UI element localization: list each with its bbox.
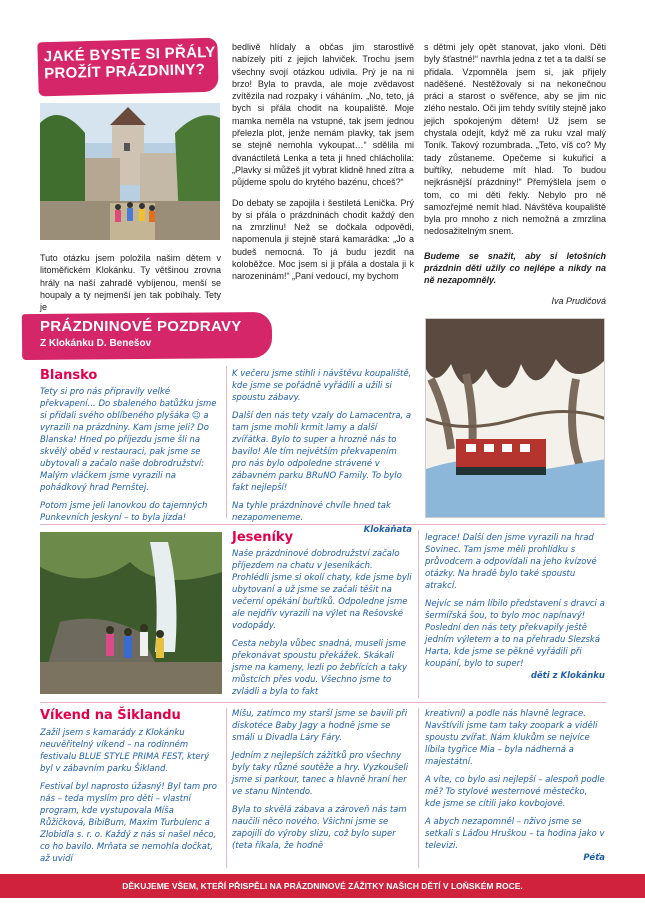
siklandu-p2: Festival byl naprosto úžasný! Byl tam pro nás – teda myslím pro děti – vlastní program, kde vystupovala Míša Růžičková, BibiBum, Maxim Turbulenc a Zlobidla s. r. o. Každý z nás si našel něco, co ho bavilo. Mrňata se nemohla dočkat, až uvidí [40, 782, 217, 864]
divider-vertical-2 [418, 530, 419, 698]
blansko-signature: Klokáňata [363, 525, 412, 535]
blansko-column1 [40, 386, 222, 530]
siklandu-p5: Byla to skvělá zábava a zároveň nás tam naučili něco nového. Všichni jsme se zapojili do výroby slizu, což bylo super (teta říkala, že hodně [232, 805, 407, 851]
siklandu-title: Víkend na Šiklandu [40, 708, 181, 723]
siklandu-p4: Jedním z nejlepších zážitků pro všechny byly taky různé soutěže a hry. Vyzkoušeli jsme si parkour, tanec a hlavně hraní her ve stanu Nintendo. [232, 751, 409, 797]
jeseniky-p1: Naše prázdninové dobrodružství začalo příjezdem na chatu v Jeseníkách. Prohlédli jsme si okolí chaty, kde jsme byli ubytovaní a už jsme se začali těšit na večerní opékání buřtíků. Odpoledne jsme ale nejdřív vyrazili na výlet na Rešovské vodopády. [232, 549, 412, 631]
jeseniky-p3: legrace! Další den jsme vyrazili na hrad Sovinec. Tam jsme měli prohlídku s průvodcem a odpovídali na jeho kvízové otázky. Na hradě bylo také spoustu atrakcí. [425, 533, 597, 591]
blansko-p5: Na tyhle prázdninové chvíle hned tak nezapomeneme. [232, 501, 391, 523]
divider-vertical-4 [418, 708, 419, 868]
jeseniky-column2 [425, 532, 605, 682]
siklandu-column3 [425, 708, 605, 864]
section1-title-line1: JAKÉ BYSTE SI PŘÁLY [43, 43, 216, 66]
divider-horizontal-2 [40, 702, 606, 703]
blansko-p3: K večeru jsme stihli i návštěvu koupaliště, kde jsme se pořádně vyřádili a užili si spoustu zábavy. [232, 369, 412, 403]
divider-vertical [226, 366, 227, 518]
blansko-p1: Tety si pro nás připravily velké překvapení... Do sbaleného batůžku jsme si přidali svého oblíbeného plyšáka ☺ a vyrazili na prázdniny. Kam jsme jeli? Do Blanska! Hned po příjezdu jsme šli na skvělý oběd v restauraci, pak jsme se ubytovali a začalo naše dobrodružství: Malým vláčkem jsme vyrazili na pohádkový hrad Pernštej. [40, 387, 217, 493]
section1-column3 [424, 41, 606, 315]
section1-column2 [232, 41, 414, 291]
siklandu-p6: kreativní) a podle nás hlavně legrace. Navštívili jsme tam taky zoopark a viděli spoustu zvířat. Nám klukům se nejvíce líbila tygřice Mia – byla nádherná a majestátní. [425, 709, 598, 767]
jeseniky-p4: Nejvíc se nám líbilo představení s dravci a šermířská šou, to bylo moc napínavý! Poslední den nás tety překvapily ještě jedním výletem a to na přehradu Slezská Harta, kde jsme se pěkně vyřádili při koupání, bylo to super! [425, 599, 605, 669]
jeseniky-signature: děti z Klokánku [530, 671, 605, 681]
section2-title: PRÁZDNINOVÉ POZDRAVY [40, 318, 242, 335]
footer-text: DĚKUJEME VŠEM, KTEŘÍ PŘISPĚLI NA PRÁZDNINOVÉ ZÁŽITKY NAŠICH DĚTÍ V LOŇSKÉM ROCE. [122, 881, 523, 891]
siklandu-column2 [232, 708, 412, 858]
blansko-title: Blansko [40, 368, 98, 383]
siklandu-p3: Míšu, zatímco my starší jsme se bavili při diskotéce Baby Jagy a hodně jsme se smáli u Divadla Láry Fáry. [232, 709, 408, 743]
section2-subtitle: Z Klokánku D. Benešov [40, 338, 152, 349]
siklandu-p1: Zažil jsem s kamarády z Klokánku neuvěřitelný víkend – na rodinném festivalu BLUE STYLE PRIMA FEST, který byl v zábavním parku Šikland. [40, 728, 210, 774]
children-drawing [425, 318, 605, 518]
section1-title [44, 44, 223, 83]
section1-intro [40, 252, 221, 321]
section1-title-line2: PROŽÍT PRÁZDNINY? [44, 61, 206, 83]
section1-closing: Budeme se snažit, aby si letošních prázdnin děti užily co nejlépe a nikdy na ně nezapomněly. [424, 250, 606, 286]
waterfall-photo [40, 532, 222, 694]
blansko-p4: Další den nás tety vzaly do Lamacentra, a tam jsme mohli krmit lamy a další zvířátka. Bylo to super a hrozně nás to bavilo! Ale tím největším překvapením pro nás bylo odpoledne strávené v zábavném parku BRuNO Family. To bylo fakt nejlepší! [232, 411, 412, 493]
siklandu-p7: A víte, co bylo asi nejlepší – alespoň podle mě? To stylové westernové městečko, kde jsme se cítili jako kovbojové. [425, 775, 605, 809]
divider-horizontal-1 [40, 524, 606, 525]
castle-photo [40, 103, 220, 240]
divider-vertical-3 [226, 708, 227, 868]
jeseniky-p2: Cesta nebyla vůbec snadná, museli jsme překonávat spoustu překážek. Skákali jsme na kameny, lezli po žebřících a taky můstcích přes vodu. Všechno jsme to zvládli a byla to fakt [232, 639, 408, 697]
siklandu-column1 [40, 727, 222, 871]
blansko-p2: Potom jsme jeli lanovkou do tajemných Punkevních jeskyní – to byla jízda! [40, 501, 208, 523]
section1-author: Iva Prudičová [551, 295, 606, 306]
jeseniky-column1 [232, 548, 412, 704]
siklandu-signature: Péťa [583, 853, 605, 863]
section1-intro-text: Tuto otázku jsem položila našim dětem v litoměřickém Klokánku. Ty většinou zrovna hrály na naší zahradě vybíjenou, menší se houpaly a ty nejmenší jen tak pobíhaly. Tety je [40, 253, 221, 313]
jeseniky-title: Jeseníky [232, 530, 294, 545]
section2-title-block [40, 318, 242, 349]
section1-column3-text: s dětmi jely opět stanovat, jako vloni. Děti byly šťastné!“ navrhla jedna z tet a ta další se přidala. Vzpomněla jsem si, jak přijely naděšené. Nestěžovaly si na nekonečnou práci a starost o svěřence, aby se jim nic zlého nestalo. Oči jim tehdy svítily stejně jako jejich spokojeným dětem! Už jsem se chystala odejít, když mě za ruku vzal malý Toník. Takový rozumbrada. „Teto, víš co? My tady zůstaneme. Opečeme si kukuřici a buřtíky, nebudeme mít hlad. To budou nejkrásnější prázdniny!“ Přemýšlela jsem o tom, co mi děti řekly. Nebylo pro ně samozřejmé nemít hlad. Návštěva koupaliště byla pro mnoho z nich nemožná a zmrzlina nedosažitelným snem. [424, 42, 606, 237]
section1-column2-text-b: Do debaty se zapojila i šestiletá Lenička. Prý by si přála o prázdninách chodit každý den na zmrzlinu! Než se dočkala odpovědi, napomenula ji stejně stará kamarádka: „Jo a budeš nemocná. To já budu jezdit na koloběžce. Moc jsem si ji přála a dostala ji k narozeninám!“ „Paní vedoucí, my bychom [232, 197, 414, 282]
blansko-column2 [232, 368, 412, 536]
siklandu-p8: A abych nezapomněl – nživo jsme se setkali s Láďou Hruškou – ta hodina jako v televizi. [425, 817, 605, 851]
section1-column2-text: bedlivě hlídaly a občas jim starostlivě nabízely pití z jejich lahviček. Trochu jsem všechny svojí otázkou udivila. Prý je na ni brzo! Byla to pravda, ale moje zvědavost zvítězila nad rozpaky i váháním. „No, teto, já bych si přála chodit na koupaliště. Moje mamka neměla na vstupné, tak jsem jednou přelezla plot, jenže nemám plavky, tak jsem se stejně nemohla vykoupat…“ sdělila mi dvanáctiletá Lenka a teta ji hned chlácholila: „Plavky si můžeš jít vybrat klidně hned zítra a půjdeme spolu do krytého bazénu, chceš?“ [232, 42, 414, 188]
footer-banner [0, 874, 645, 898]
